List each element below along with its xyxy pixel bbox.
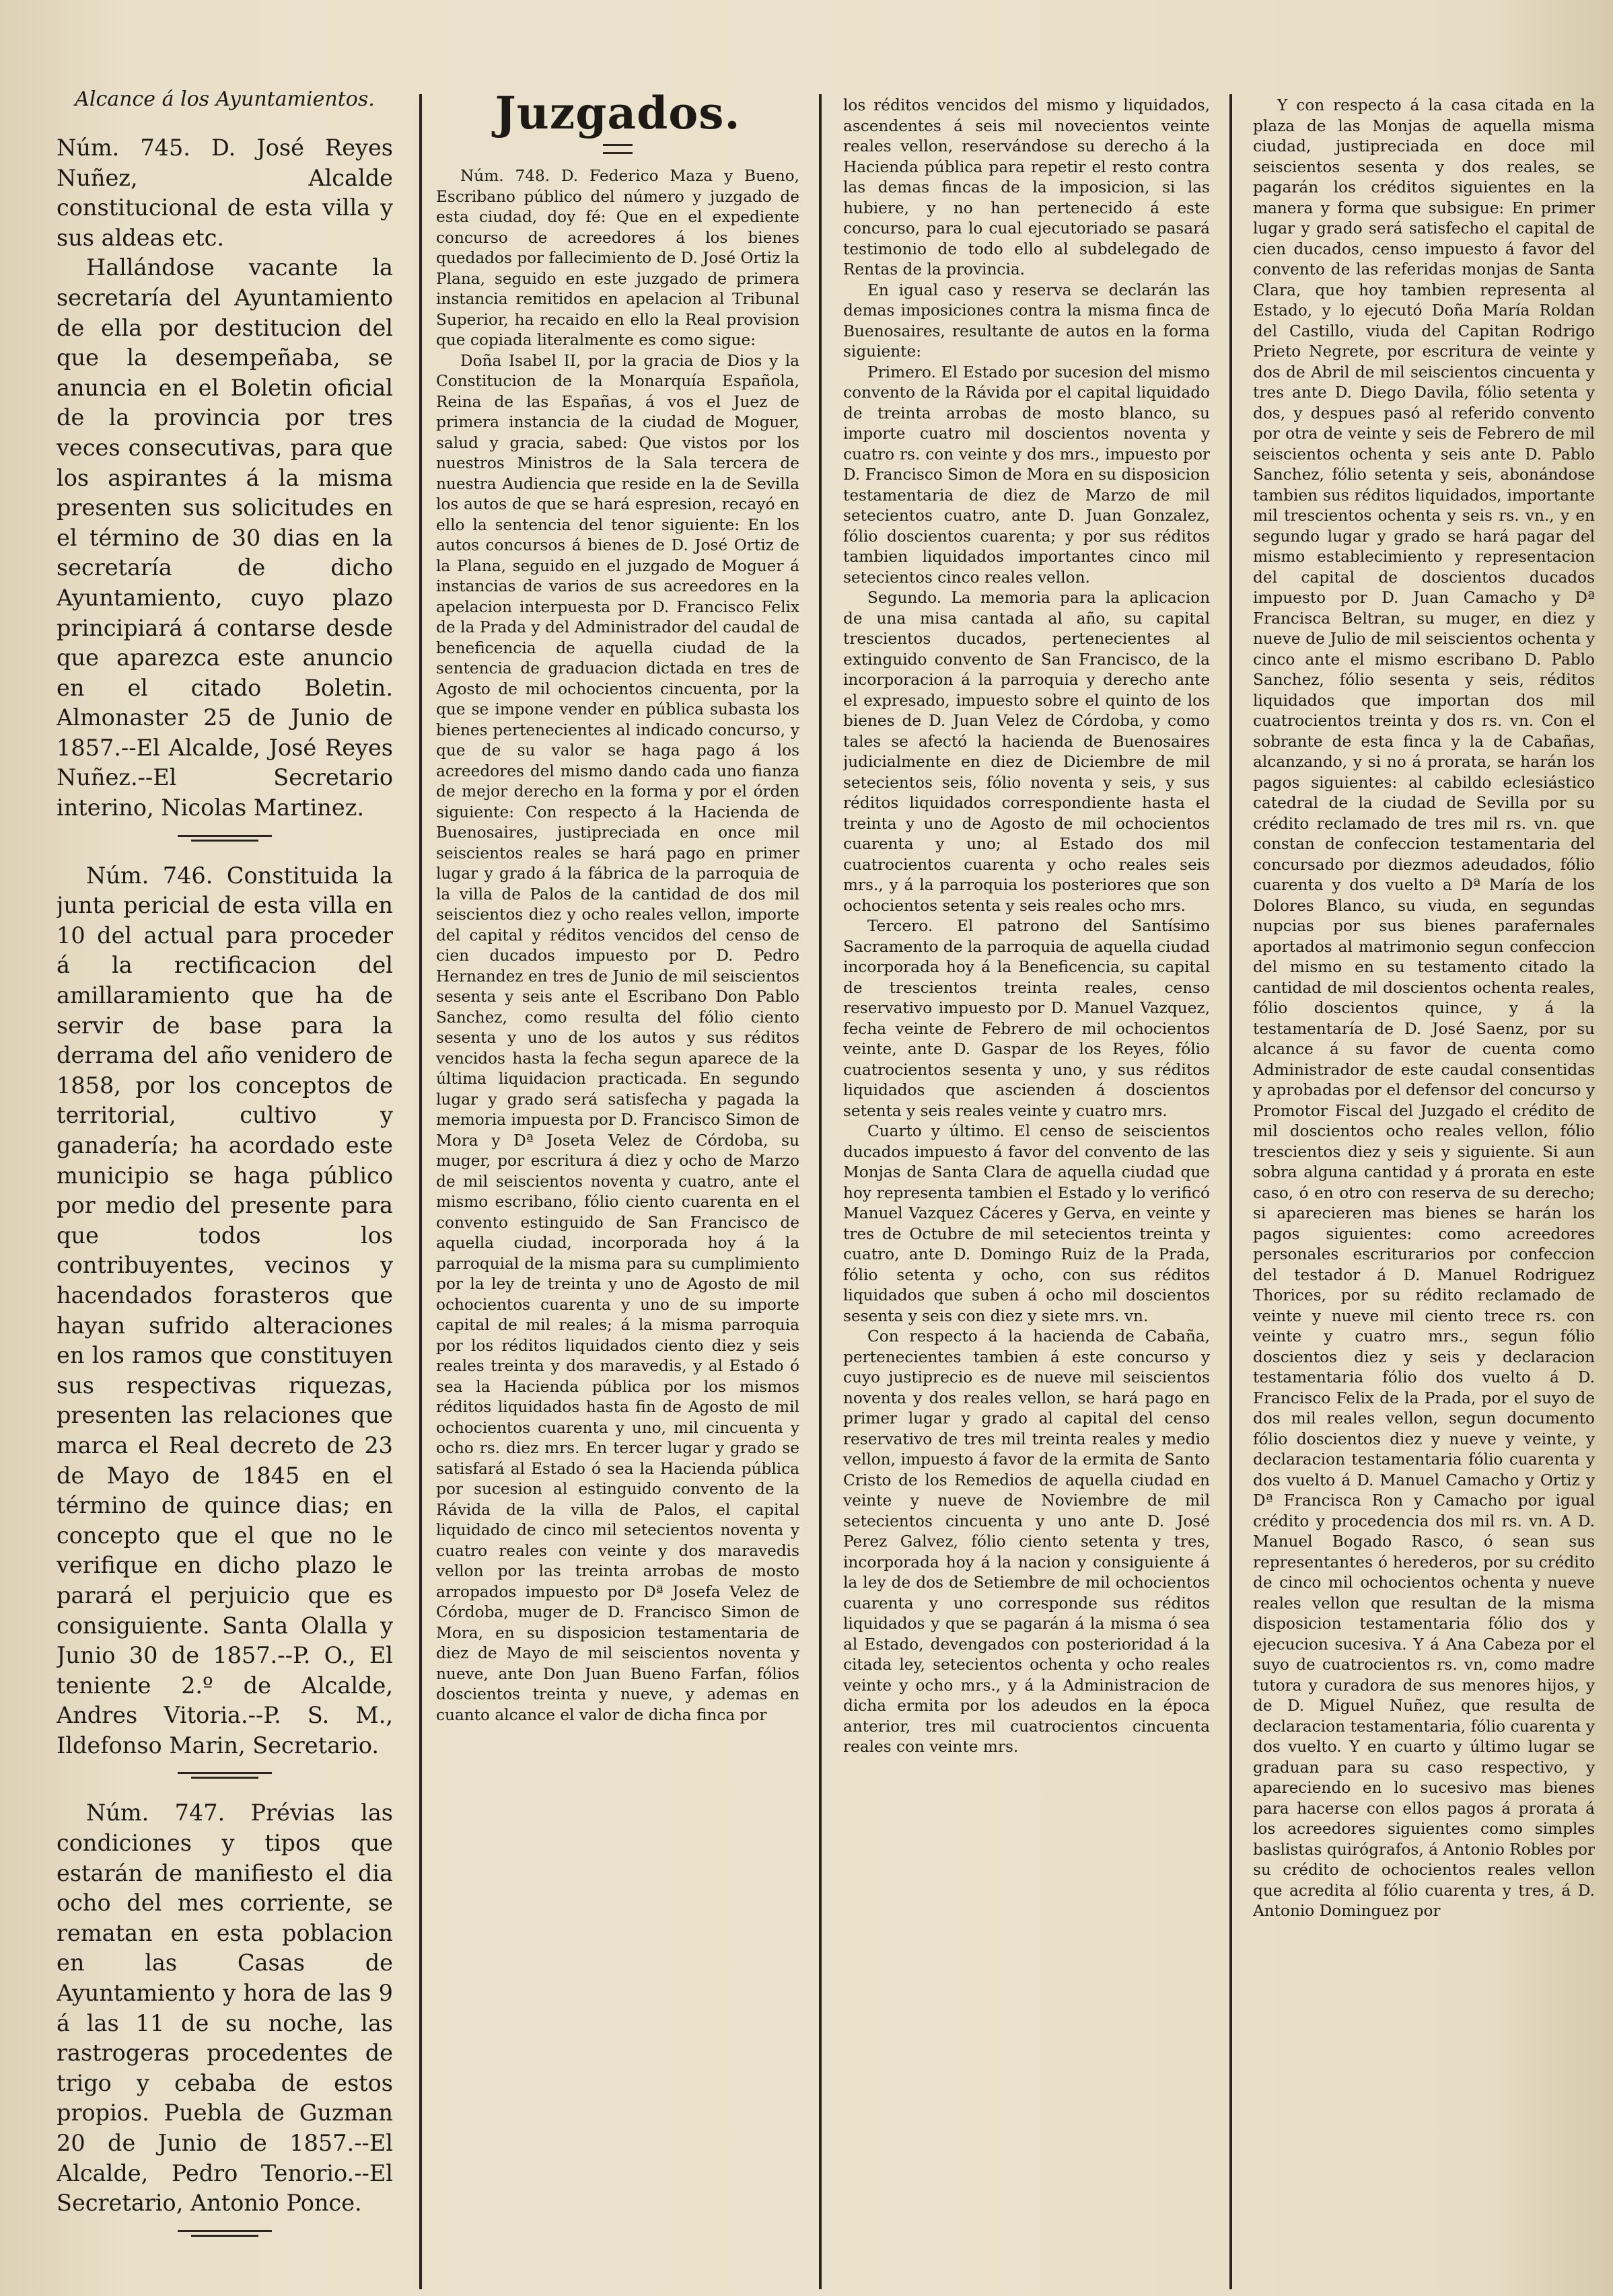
notice-745-heading: Núm. 745. D. José Reyes Nuñez, Alcalde constitucional de esta villa y sus aldeas etc.: [57, 135, 393, 251]
paragraph: En igual caso y reserva se declarán las demas imposiciones contra la misma finca de Buenosaires, resultante de autos en la forma siguiente:: [843, 281, 1210, 361]
column-3: [843, 96, 1210, 1758]
column-rule-3: [1229, 94, 1232, 2289]
royal-provision-text: Doña Isabel II, por la gracia de Dios y la Constitucion de la Monarquía Española, Reina de las Españas, á vos el Juez de primera instancia de la ciudad de Moguer, salud y gracia, sabed: Que vistos por los nuestros Ministros de la Sala tercera de nuestra Audiencia que reside en la de Sevilla los autos de que se hará espresion, recayó en ello la sentencia del tenor siguiente: En los autos concursos á bienes de D. José Ortiz de la Plana, seguido en el juzgado de Moguer á instancias de varios de sus acreedores en la apelacion interpuesta por D. Francisco Felix de la Prada y del Administrador del caudal de beneficencia de aquella ciudad de la sentencia de graduacion dictada en tres de Agosto de mil ochocientos cincuenta, por la que se impone vender en pública subasta los bienes pertenecientes al indicado concurso, y que de su valor se haga pago á los acreedores del mismo dando cada uno fianza de mejor derecho en la forma y por el órden siguiente: Con respecto á la Hacienda de Buenosaires, justipreciada en once mil seiscientos reales se hará pago en primer lugar y grado á la fábrica de la parroquia de la villa de Palos de la cantidad de dos mil seiscientos diez y ocho reales vellon, importe del capital y réditos vencidos del censo de cien ducados impuesto por D. Pedro Hernandez en tres de Junio de mil seiscientos sesenta y seis ante el Escribano Don Pablo Sanchez, como resulta del fólio ciento sesenta y uno de los autos y sus réditos vencidos hasta la fecha segun aparece de la última liquidacion practicada. En segundo lugar y grado será satisfecha y pagada la memoria impuesta por D. Francisco Simon de Mora y Dª Joseta Velez de Córdoba, su muger, por escritura á diez y ocho de Marzo de mil seiscientos noventa y cuatro, ante el mismo escribano, fólio ciento cuarenta en el convento estinguido de San Francisco de aquella ciudad, incorporada hoy á la parroquial de la misma para su cumplimiento por la ley de treinta y uno de Agosto de mil ochocientos cuarenta y uno de su importe capital de mil reales; á la misma parroquia por los réditos liquidados ciento diez y seis reales treinta y dos maravedis, y al Estado ó sea la Hacienda pública por los mismos réditos liquidados hasta fin de Agosto de mil ochocientos cuarenta y uno, mil cincuenta y ocho rs. diez mrs. En tercer lugar y grado se satisfará al Estado ó sea la Hacienda pública por sucesion al estinguido convento de la Rávida de la villa de Palos, el capital liquidado de cinco mil setecientos noventa y cuatro reales con veinte y dos maravedis vellon por las treinta arrobas de mosto arropados impuesto por Dª Josefa Velez de Córdoba, muger de D. Francisco Simon de Mora, en su disposicion testamentaria de diez de Mayo de mil seiscientos noventa y nueve, ante Don Juan Bueno Farfan, fólios doscientos treinta y nueve, y ademas en cuanto alcance el valor de dicha finca por: [436, 351, 799, 1724]
column-4: [1253, 96, 1595, 1922]
separator-ornament: [178, 1770, 272, 1781]
section-header: Alcance á los Ayuntamientos.: [75, 87, 375, 111]
paragraph-cuarto: Cuarto y último. El censo de seiscientos ducados impuesto á favor del convento de las Monjas de Santa Clara de aquella ciudad que hoy representa tambien el Estado y lo verificó Manuel Vazquez Cáceres y Gerva, en veinte y tres de Octubre de mil setecientos treinta y cuatro, ante D. Domingo Ruiz de la Prada, fólio setenta y ocho, con sus réditos liquidados que suben á ocho mil doscientos sesenta y seis con diez y siete mrs. vn.: [843, 1122, 1210, 1325]
paragraph-cabana: Con respecto á la hacienda de Cabaña, pertenecientes tambien á este concurso y cuyo justiprecio es de nueve mil seiscientos noventa y dos reales vellon, se hará pago en primer lugar y grado al capital del censo reservativo de tres mil treinta reales y medio vellon, impuesto á favor de la ermita de Santo Cristo de los Remedios de aquella ciudad en veinte y nueve de Noviembre de mil setecientos cincuenta y uno ante D. José Perez Galvez, fólio ciento setenta y tres, incorporada hoy á la nacion y consiguiente á la ley de dos de Setiembre de mil ochocientos cuarenta y uno corresponde sus réditos liquidados y que se pagarán á la misma ó sea al Estado, devengados con posterioridad á la citada ley, setecientos ochenta y ocho reales veinte y ocho mrs., y á la Administracion de dicha ermita por los adeudos en la época anterior, tres mil cuatrocientos cincuenta reales con veinte mrs.: [843, 1327, 1210, 1756]
paragraph-tercero: Tercero. El patrono del Santísimo Sacramento de la parroquia de aquella ciudad incorporada hoy á la Beneficencia, su capital de trescientos treinta reales, censo reservativo impuesto por D. Manuel Vazquez, fecha veinte de Febrero de mil ochocientos veinte, ante D. Gaspar de los Reyes, fólio cuatrocientos sesenta y uno, y sus réditos liquidados que ascienden á doscientos setenta y seis reales veinte y cuatro mrs.: [843, 917, 1210, 1120]
notice-748-intro: Núm. 748. D. Federico Maza y Bueno, Escribano público del número y juzgado de esta ciudad, doy fé: Que en el expediente concurso de acreedores á los bienes quedados por fallecimiento de D. José Ortiz la Plana, seguido en este juzgado de primera instancia remitidos en apelacion al Tribunal Superior, ha recaido en ello la Real provision que copiada literalmente es como sigue:: [436, 167, 799, 349]
column-rule-1: [419, 94, 422, 2289]
paragraph-casa: Y con respecto á la casa citada en la plaza de las Monjas de aquella misma ciudad, justipreciada en doce mil seiscientos sesenta y dos reales, se pagarán los créditos siguientes en la manera y forma que subsigue: En primer lugar y grado será satisfecho el capital de cien ducados, censo impuesto á favor del convento de las referidas monjas de Santa Clara, que hoy tambien representa al Estado, y lo ejecutó Doña María Roldan del Castillo, viuda del Capitan Rodrigo Prieto Negrete, por escritura de veinte y dos de Abril de mil seiscientos cincuenta y tres ante D. Diego Davila, fólio setenta y dos, y despues pasó al referido convento por otra de veinte y seis de Febrero de mil seiscientos ochenta y seis ante D. Pablo Sanchez, fólio setenta y seis, abonándose tambien sus réditos liquidados, importante mil trescientos ochenta y seis rs. vn., y en segundo lugar y grado se hará pagar del mismo establecimiento y representacion del capital de doscientos ducados impuesto por D. Juan Camacho y Dª Francisca Beltran, su muger, en diez y nueve de Julio de mil seiscientos ochenta y cinco ante el mismo escribano D. Pablo Sanchez, fólio sesenta y seis, réditos liquidados que importan dos mil cuatrocientos treinta y dos rs. vn. Con el sobrante de esta finca y la de Cabañas, alcanzando, y si no á prorata, se harán los pagos siguientes: al cabildo eclesiástico catedral de la ciudad de Sevilla por su crédito reclamado de tres mil rs. vn. que constan de confeccion testamentaria del concursado por diezmos adeudados, fólio cuarenta y dos vuelto a Dª María de los Dolores Blanco, su viuda, en segundas nupcias por sus bienes parafernales aportados al matrimonio segun confeccion del mismo en su testamento citado la cantidad de mil doscientos ochenta reales, fólio doscientos quince, y á la testamentaría de D. José Saenz, por su alcance á su favor de cuenta como Administrador de este caudal consentidas y aprobadas por el defensor del concurso y Promotor Fiscal del Juzgado el crédito de mil doscientos ocho reales vellon, fólio trescientos diez y seis y siguiente. Si aun sobra alguna cantidad y á prorata en este caso, ó en otro con reserva de su derecho; si aparecieren mas bienes se harán los pagos siguientes: como acreedores personales escriturarios por confeccion del testador á D. Manuel Rodriguez Thorices, por su rédito reclamado de veinte y nueve mil ciento trece rs. con veinte y cuatro mrs., segun fólio doscientos diez y seis y declaracion testamentaria fólio dos vuelto á D. Francisco Felix de la Prada, por el suyo de dos mil reales vellon, segun documento fólio doscientos diez y nueve y veinte, y declaracion testamentaria fólio cuarenta y dos vuelto á D. Manuel Camacho y Ortiz y Dª Francisca Ron y Camacho por igual crédito y procedencia dos mil rs. vn. A D. Manuel Bogado Rasco, ó sean sus representantes ó herederos, por su crédito de cinco mil ochocientos ochenta y nueve reales vellon que resultan de la misma disposicion testamentaria fólio dos y ejecucion sucesiva. Y á Ana Cabeza por el suyo de cuatrocientos rs. vn, como madre tutora y curadora de sus menores hijos, y de D. Miguel Nuñez, que resulta de declaracion testamentaria, fólio cuarenta y dos vuelto. Y en cuarto y último lugar se graduan para su caso respectivo, y apareciendo en lo sucesivo mas bienes para hacerse con ellos pagos á prorata á los acreedores siguientes como simples baslistas quirógrafos, á Antonio Robles por su crédito de ochocientos reales vellon que acredita al fólio cuarenta y tres, á D. Antonio Dominguez por: [1253, 96, 1595, 1920]
separator-ornament: [178, 2228, 272, 2239]
notice-746: Núm. 746. Constituida la junta pericial de esta villa en 10 del actual para proceder á la rectificacion del amillaramiento que ha de servir de base para la derrama del año venidero de 1858, por los conceptos de territorial, cultivo y ganadería; ha acordado este municipio se haga público por medio del presente para que todos los contribuyentes, vecinos y hacendados forasteros que hayan sufrido alteraciones en los ramos que constituyen sus respectivas riquezas, presenten las relaciones que marca el Real decreto de 23 de Mayo de 1845 en el término de quince dias; en concepto que el que no le verifique en dicho plazo le parará el perjuicio que es consiguiente. Santa Olalla y Junio 30 de 1857.--P. O., El teniente 2.º de Alcalde, Andres Vitoria.--P. S. M., Ildefonso Marin, Secretario.: [57, 862, 393, 1758]
notice-745-body: Hallándose vacante la secretaría del Ayuntamiento de ella por destitucion del que la desempeñaba, se anuncia en el Boletin oficial de la provincia por tres veces consecutivas, para que los aspirantes á la misma presenten sus solicitudes en el término de 30 dias en la secretaría de dicho Ayuntamiento, cuyo plazo principiará á contarse desde que aparezca este anuncio en el citado Boletin. Almonaster 25 de Junio de 1857.--El Alcalde, José Reyes Nuñez.--El Secretario interino, Nicolas Martinez.: [57, 254, 393, 821]
section-title: Juzgados.: [495, 87, 741, 139]
notice-747: Núm. 747. Prévias las condiciones y tipos que estarán de manifiesto el dia ocho del mes corriente, se rematan en esta poblacion en las Casas de Ayuntamiento y hora de las 9 á las 11 de su noche, las rastrogeras procedentes de trigo y cebaba de estos propios. Puebla de Guzman 20 de Junio de 1857.--El Alcalde, Pedro Tenorio.--El Secretario, Antonio Ponce.: [57, 1800, 393, 2217]
separator-ornament: [178, 833, 272, 844]
column-2: [436, 86, 799, 1726]
title-ornament: [603, 144, 633, 154]
paragraph-primero: Primero. El Estado por sucesion del mismo convento de la Rávida por el capital liquidado de treinta arrobas de mosto blanco, su importe cuatro mil doscientos noventa y cuatro rs. con veinte y dos mrs., impuesto por D. Francisco Simon de Mora en su disposicion testamentaria de diez de Marzo de mil setecientos cuatro, ante D. Juan Gonzalez, fólio doscientos cuarenta; y por sus réditos tambien liquidados importantes cinco mil setecientos cinco reales vellon.: [843, 363, 1210, 587]
paragraph-segundo: Segundo. La memoria para la aplicacion de una misa cantada al año, su capital trescientos ducados, pertenecientes al extinguido convento de San Francisco, de la incorporacion á la parroquia y derecho ante el expresado, impuesto sobre el quinto de los bienes de D. Juan Velez de Córdoba, y como tales se afectó la hacienda de Buenosaires judicialmente en diez de Diciembre de mil setecientos seis, fólio noventa y seis, y sus réditos liquidados correspondiente hasta el treinta y uno de Agosto de mil ochocientos cuarenta y uno; al Estado dos mil cuatrocientos cuarenta y ocho reales seis mrs., y á la parroquia los posteriores que son ochocientos setenta y seis reales ocho mrs.: [843, 589, 1210, 915]
column-rule-2: [819, 94, 822, 2289]
paragraph: los réditos vencidos del mismo y liquidados, ascendentes á seis mil novecientos veinte reales vellon, reservándose su derecho á la Hacienda pública para repetir el resto contra las demas fincas de la imposicion, si las hubiere, y no han pertenecido á este concurso, para lo cual ejecutoriado se pasará testimonio de todo ello al subdelegado de Rentas de la provincia.: [843, 96, 1210, 279]
column-1: [57, 86, 393, 2256]
